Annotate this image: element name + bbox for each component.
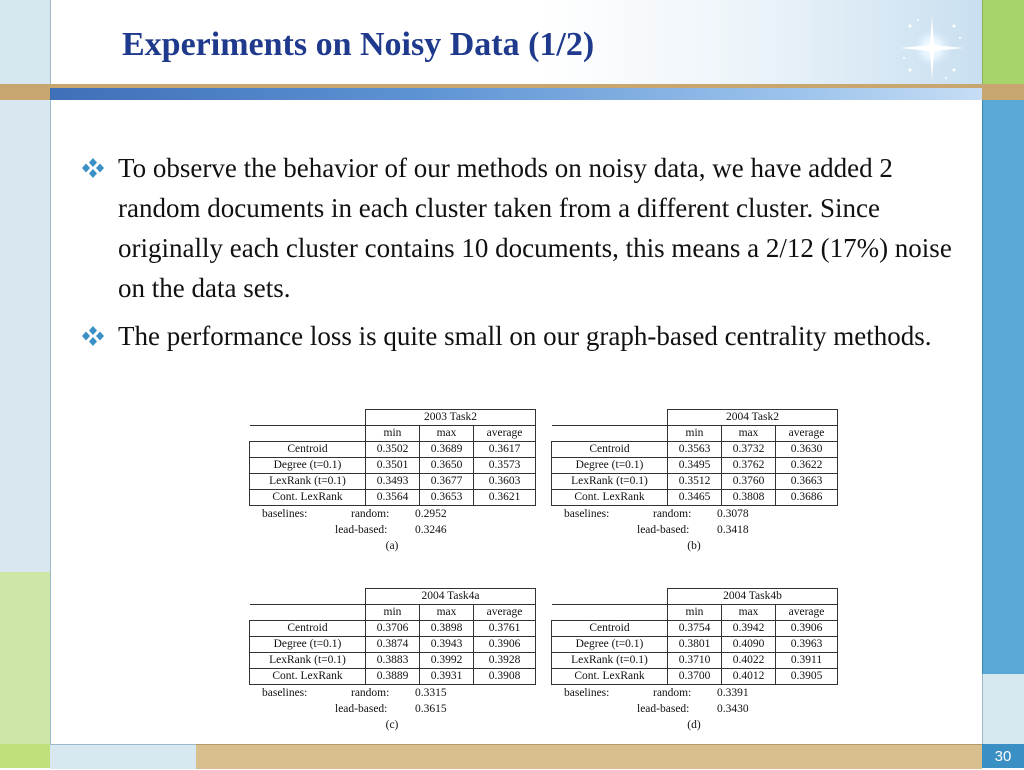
table-row: Degree (t=0.1) 0.3874 0.3943 0.3906 [250,637,536,653]
table-row: Cont. LexRank 0.3465 0.3808 0.3686 [552,490,838,506]
left-frame-block-1 [0,0,51,84]
column-header-max: max [420,426,474,442]
table-row: Centroid 0.3706 0.3898 0.3761 [250,621,536,637]
table-row: LexRank (t=0.1) 0.3512 0.3760 0.3663 [552,474,838,490]
table-title: 2004 Task4a [366,589,536,605]
baseline-random: baselines: random: 0.2952 [262,508,447,520]
table-row: Cont. LexRank 0.3700 0.4012 0.3905 [552,669,838,685]
column-header-max: max [722,605,776,621]
column-header-max: max [420,605,474,621]
results-table-b [551,409,837,554]
bullet-list [80,148,970,364]
table-row: Centroid 0.3502 0.3689 0.3617 [250,442,536,458]
table-row: Cont. LexRank 0.3564 0.3653 0.3621 [250,490,536,506]
column-header-min: min [668,426,722,442]
column-header-average: average [776,605,838,621]
table-caption: (a) [385,540,399,552]
baseline-random: baselines: random: 0.3315 [262,687,447,699]
table-row: Cont. LexRank 0.3889 0.3931 0.3908 [250,669,536,685]
table-row: LexRank (t=0.1) 0.3710 0.4022 0.3911 [552,653,838,669]
baseline-lead: lead-based: 0.3430 [637,703,749,715]
right-frame-block-4 [982,674,1024,744]
bullet-text: The performance loss is quite small on our graph-based centrality methods. [118,321,932,351]
baseline-lead: lead-based: 0.3418 [637,524,749,536]
results-table-a [249,409,535,554]
bullet-item [80,316,970,356]
baseline-lead: lead-based: 0.3615 [335,703,447,715]
table-row: Degree (t=0.1) 0.3801 0.4090 0.3963 [552,637,838,653]
table-row: Degree (t=0.1) 0.3495 0.3762 0.3622 [552,458,838,474]
left-frame-block-2 [0,84,50,100]
slide-title: Experiments on Noisy Data (1/2) [122,26,595,63]
table-row: Centroid 0.3754 0.3942 0.3906 [552,621,838,637]
column-header-average: average [474,605,536,621]
table-row: Centroid 0.3563 0.3732 0.3630 [552,442,838,458]
column-header-average: average [776,426,838,442]
right-frame-block-2 [982,84,1024,100]
column-header-min: min [366,426,420,442]
left-frame-block-4 [0,572,51,744]
slide-number: 30 [982,744,1024,768]
bullet-text: To observe the behavior of our methods on noisy data, we have added 2 random documents in each cluster taken from a different cluster. Since originally each cluster contains 10 documents, this means a 2/12 (17%) noise on the data sets. [118,153,952,303]
results-table-c [249,588,535,733]
column-header-min: min [366,605,420,621]
right-frame-block-3 [982,100,1024,674]
column-header-average: average [474,426,536,442]
left-frame-block-3 [0,100,51,572]
results-table-d [551,588,837,733]
table-title: 2003 Task2 [366,410,536,426]
sparkle-logo-icon [896,12,968,84]
left-frame-block-5 [0,744,50,768]
table-caption: (b) [687,540,701,552]
table-row: LexRank (t=0.1) 0.3883 0.3992 0.3928 [250,653,536,669]
baseline-random: baselines: random: 0.3391 [564,687,749,699]
table-caption: (d) [687,719,701,731]
diamond-bullet-icon [80,157,106,179]
column-header-min: min [668,605,722,621]
bullet-item [80,148,970,308]
right-frame-block-1 [982,0,1024,84]
footer-band-tan [196,744,982,769]
header-band-gradient [50,88,982,100]
column-header-max: max [722,426,776,442]
footer-band-blue [50,744,196,769]
table-row: LexRank (t=0.1) 0.3493 0.3677 0.3603 [250,474,536,490]
table-title: 2004 Task2 [668,410,838,426]
baseline-random: baselines: random: 0.3078 [564,508,749,520]
baseline-lead: lead-based: 0.3246 [335,524,447,536]
table-caption: (c) [385,719,399,731]
table-row: Degree (t=0.1) 0.3501 0.3650 0.3573 [250,458,536,474]
diamond-bullet-icon [80,325,106,347]
table-title: 2004 Task4b [668,589,838,605]
